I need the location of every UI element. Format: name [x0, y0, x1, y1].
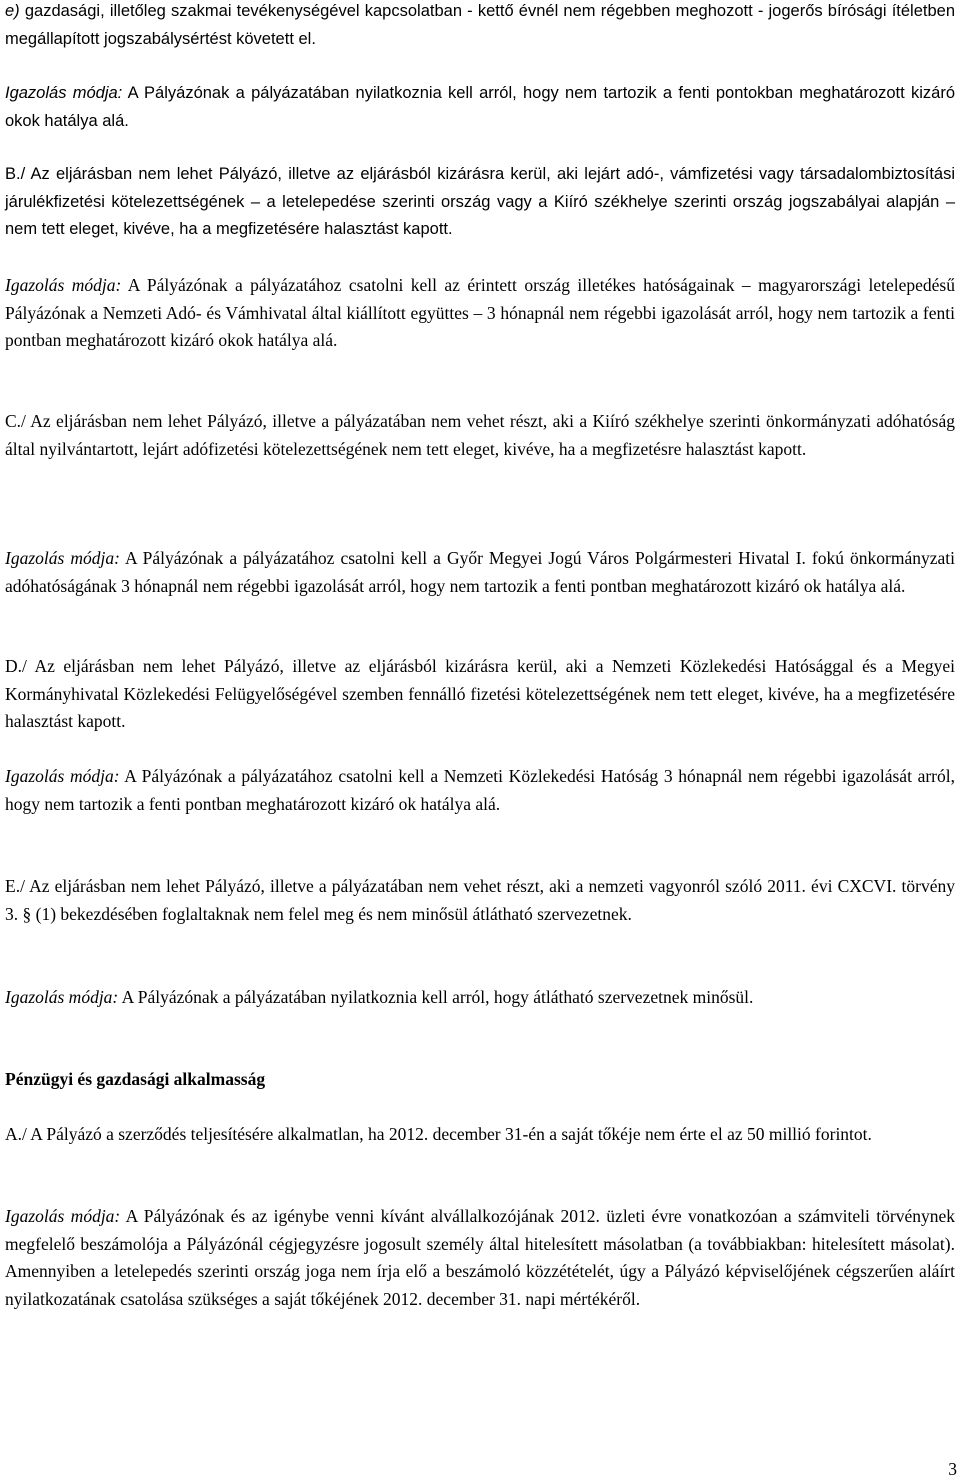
paragraph-text: B./ Az eljárásban nem lehet Pályázó, illetve az eljárásból kizárásra kerül, aki lejárt adó-, vámfizetési vagy társadalombiztosítási járulékfizetési kötelezettségének – a letelepedése szerinti ország vagy a Kiíró székhelye szerinti ország jogszabályai alapján – nem tett eleget, kivéve, ha a megfizetésére halasztást kapott. — [5, 165, 955, 238]
paragraph-text: A Pályázónak és az igénybe venni kívánt alvállalkozójának 2012. üzleti évre vonatkozóan a számviteli törvénynek megfelelő beszámolója a Pályázónál cégjegyzésre jogosult személy által hitelesített másolatban (a továbbiakban: hitelesített másolat). Amennyiben a letelepedés szerinti ország joga nem írja elő a beszámoló közzétételét, úgy a Pályázó képviselőjének cégszerűen aláírt nyilatkozatának csatolása szükséges a saját tőkéjének 2012. december 31. napi mértékéről. — [5, 1206, 955, 1309]
paragraph-text: D./ Az eljárásban nem lehet Pályázó, illetve az eljárásból kizárásra kerül, aki a Nemzeti Közlekedési Hatósággal és a Megyei Kormányhivatal Közlekedési Felügyelőségével szemben fennálló fizetési kötelezettségének nem tett eleget, kivéve, ha a megfizetésére halasztást kapott. — [5, 656, 955, 731]
paragraph-text: gazdasági, illetőleg szakmai tevékenységével kapcsolatban - kettő évnél nem régebben meghozott - jogerős bírósági ítéletben megállapított jogszabálysértést követett el. — [5, 2, 955, 48]
paragraph-text: A Pályázónak a pályázatához csatolni kell a Győr Megyei Jogú Város Polgármesteri Hivatal I. fokú önkormányzati adóhatóságának 3 hónapnál nem régebbi igazolását arról, hogy nem tartozik a fenti pontban meghatározott kizáró ok hatálya alá. — [5, 548, 955, 596]
paragraph-text: A Pályázónak a pályázatában nyilatkoznia kell arról, hogy átlátható szervezetnek minősül. — [118, 987, 754, 1007]
paragraph-e-proof — [5, 80, 955, 135]
paragraph-text: C./ Az eljárásban nem lehet Pályázó, illetve a pályázatában nem vehet részt, aki a Kiíró székhelye szerinti önkormányzati adóhatóság által nyilvántartott, lejárt adófizetési kötelezettségének nem tett eleget, kivéve, ha a megfizetésre halasztást kapott. — [5, 411, 955, 459]
proof-label: Igazolás módja: — [5, 987, 119, 1007]
paragraph-financial-a-proof — [5, 1203, 955, 1313]
proof-label: Igazolás módja: — [5, 766, 120, 786]
proof-label: Igazolás módja: — [5, 548, 120, 568]
paragraph-d-proof — [5, 763, 955, 818]
page-number: 3 — [948, 1459, 957, 1479]
paragraph-b — [5, 161, 955, 244]
paragraph-b-proof — [5, 272, 955, 355]
paragraph-e2-proof — [5, 984, 955, 1012]
paragraph-e2 — [5, 873, 955, 928]
paragraph-d — [5, 653, 955, 736]
proof-label: Igazolás módja: — [5, 275, 122, 295]
paragraph-e — [5, 0, 955, 53]
paragraph-c — [5, 408, 955, 463]
paragraph-text: E./ Az eljárásban nem lehet Pályázó, illetve a pályázatában nem vehet részt, aki a nemzeti vagyonról szóló 2011. évi CXCVI. törvény 3. § (1) bekezdésében foglaltaknak nem felel meg és nem minősül átlátható szervezetnek. — [5, 876, 955, 924]
paragraph-financial-a — [5, 1121, 955, 1149]
proof-label: Igazolás módja: — [5, 84, 123, 102]
paragraph-c-proof — [5, 545, 955, 600]
paragraph-text: A./ A Pályázó a szerződés teljesítésére alkalmatlan, ha 2012. december 31-én a saját tőkéje nem érte el az 50 millió forintot. — [5, 1124, 872, 1144]
item-label: e) — [5, 2, 20, 20]
section-heading: Pénzügyi és gazdasági alkalmasság — [5, 1069, 266, 1089]
paragraph-text: A Pályázónak a pályázatához csatolni kell az érintett ország illetékes hatóságainak – magyarországi letelepedésű Pályázónak a Nemzeti Adó- és Vámhivatal által kiállított együttes – 3 hónapnál nem régebbi igazolását arról, hogy nem tartozik a fenti pontban meghatározott kizáró okok hatálya alá. — [5, 275, 955, 350]
proof-label: Igazolás módja: — [5, 1206, 121, 1226]
paragraph-text: A Pályázónak a pályázatához csatolni kell a Nemzeti Közlekedési Hatóság 3 hónapnál nem régebbi igazolását arról, hogy nem tartozik a fenti pontban meghatározott kizáró ok hatálya alá. — [5, 766, 956, 814]
paragraph-text: A Pályázónak a pályázatában nyilatkoznia kell arról, hogy nem tartozik a fenti pontokban meghatározott kizáró okok hatálya alá. — [5, 84, 955, 130]
